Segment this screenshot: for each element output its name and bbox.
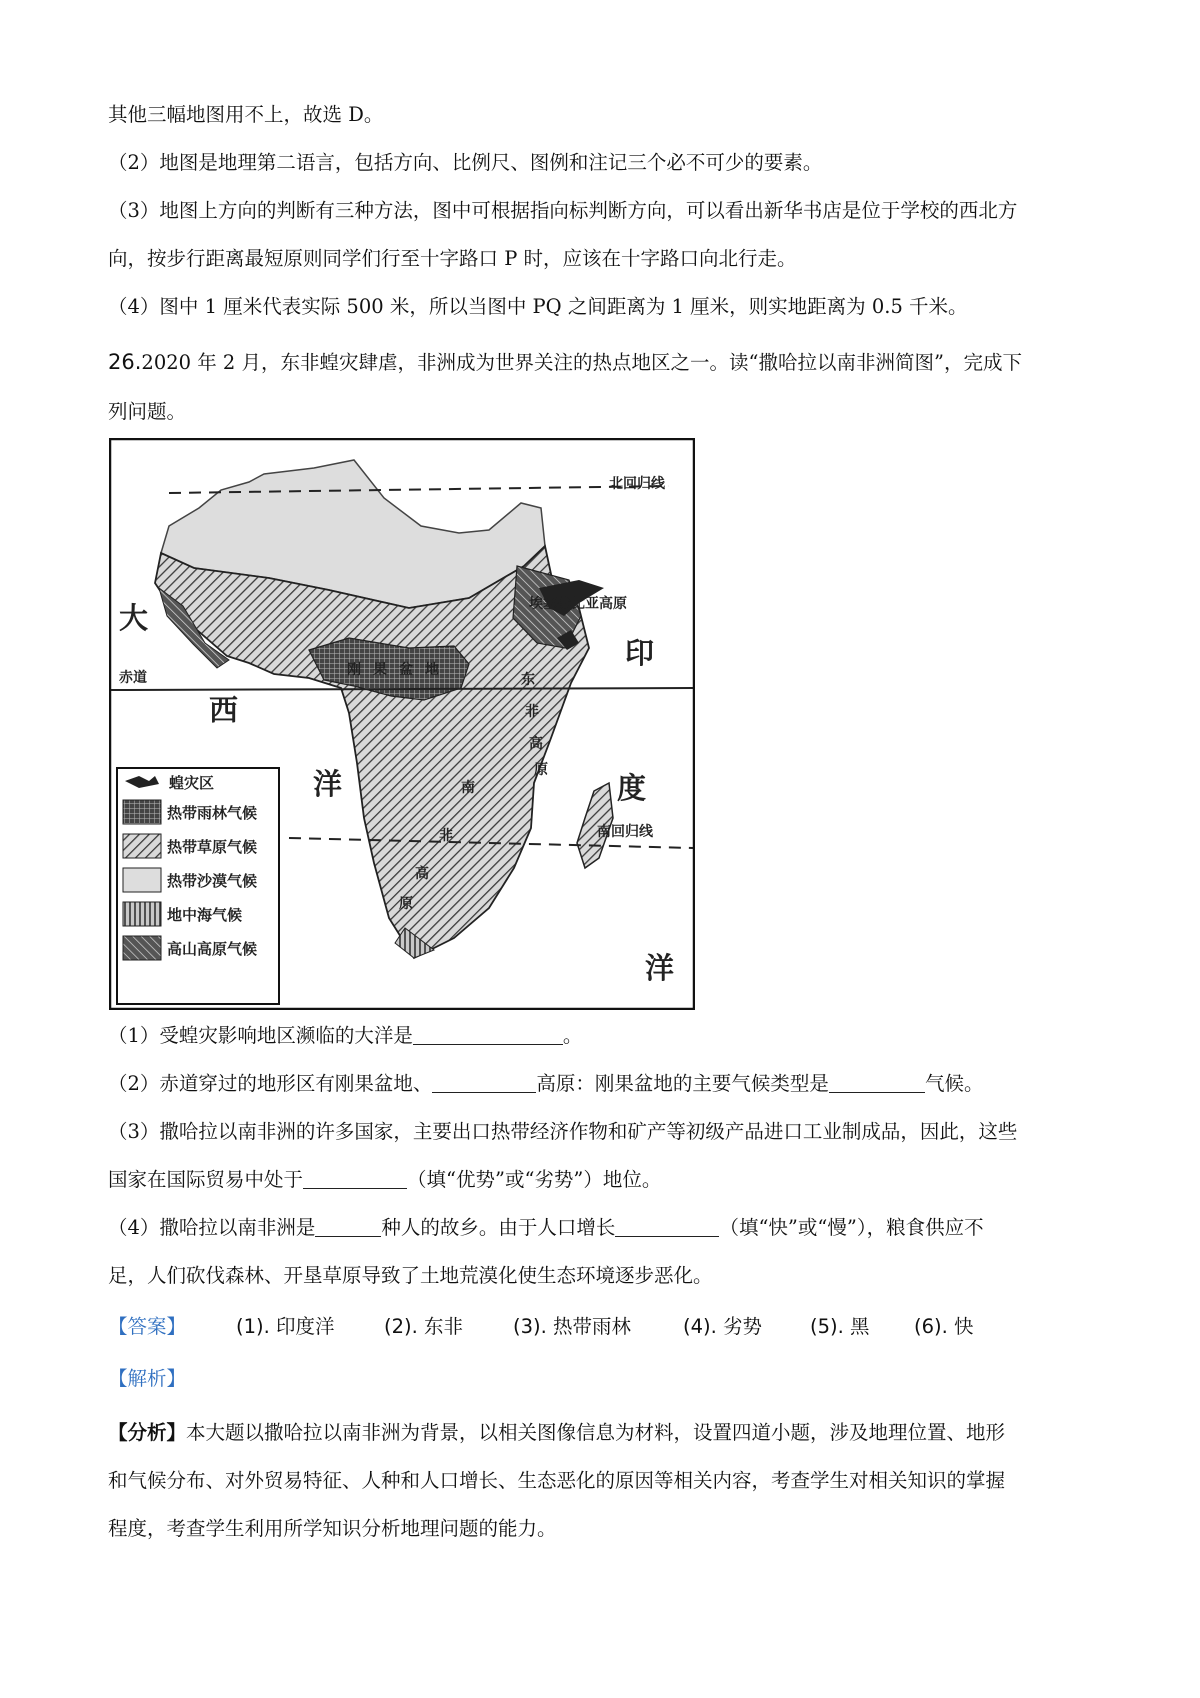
question-stem-text: 2020 年 2 月，东非蝗灾肆虐，非洲成为世界关注的热点地区之一。读“撒哈拉以南非洲简图”，完成下 — [141, 351, 1022, 374]
congo-label-3: 盆 — [399, 662, 413, 678]
subquestion-2 — [108, 1069, 983, 1099]
q2-text-c: 气候。 — [924, 1072, 984, 1095]
indian-label-1: 印 — [625, 636, 655, 670]
analysis-label: 【分析】 — [108, 1421, 187, 1444]
q4-text-a: （4）撒哈拉以南非洲是 — [108, 1216, 316, 1239]
legend-label-mediterranean: 地中海气候 — [167, 906, 243, 924]
south-plateau-label-4: 原 — [399, 896, 413, 912]
legend-label-rainforest: 热带雨林气候 — [167, 804, 258, 822]
prev-answer-line-2: （2）地图是地理第二语言，包括方向、比例尺、图例和注记三个必不可少的要素。 — [108, 151, 823, 174]
atlantic-label-3: 洋 — [313, 767, 343, 801]
legend-swatch-desert — [123, 868, 161, 892]
question-stem-line-2: 列问题。 — [108, 400, 187, 423]
answer-item-4: (4). 劣势 — [683, 1315, 763, 1338]
east-plateau-label-4: 原 — [534, 762, 548, 778]
answer-item-2: (2). 东非 — [384, 1315, 464, 1338]
africa-map — [109, 438, 695, 1010]
subquestion-4-line-2: 足，人们砍伐森林、开垦草原导致了土地荒漠化使生态环境逐步恶化。 — [108, 1264, 713, 1287]
answer-tag: 【答案】 — [108, 1315, 187, 1338]
east-plateau-label-2: 非 — [525, 704, 539, 720]
q1-end: 。 — [562, 1024, 583, 1047]
q3-blank[interactable] — [303, 1168, 407, 1189]
prev-answer-line-4: 向，按步行距离最短原则同学们行至十字路口 P 时，应该在十字路口向北行走。 — [108, 247, 797, 270]
answer-row — [108, 1312, 974, 1342]
tropic-south-label: 南回归线 — [597, 824, 653, 840]
subquestion-4-line-1 — [108, 1213, 984, 1243]
analysis-text-1: 本大题以撒哈拉以南非洲为背景，以相关图像信息为材料，设置四道小题，涉及地理位置、地形 — [186, 1421, 1006, 1444]
q1-text: （1）受蝗灾影响地区濒临的大洋是 — [108, 1024, 413, 1047]
prev-answer-line-5: （4）图中 1 厘米代表实际 500 米，所以当图中 PQ 之间距离为 1 厘米，则实地距离为 0.5 千米。 — [108, 295, 968, 318]
answer-item-3: (3). 热带雨林 — [513, 1315, 632, 1338]
q2-text-b: 高原：刚果盆地的主要气候类型是 — [536, 1072, 829, 1095]
legend-swatch-rainforest — [123, 800, 161, 824]
atlantic-label-1: 大 — [119, 601, 149, 635]
q3-text-b: （填“优势”或“劣势”）地位。 — [407, 1168, 662, 1191]
equator-label: 赤道 — [119, 670, 147, 686]
q2-text-a: （2）赤道穿过的地形区有刚果盆地、 — [108, 1072, 433, 1095]
prev-answer-line-1: 其他三幅地图用不上，故选 D。 — [108, 103, 384, 126]
legend-swatch-mediterranean — [123, 902, 161, 926]
ethiopia-label: 埃塞俄比亚高原 — [529, 596, 627, 612]
analysis-line-2: 和气候分布、对外贸易特征、人种和人口增长、生态恶化的原因等相关内容，考查学生对相关知识的掌握 — [108, 1469, 1006, 1492]
east-plateau-label-1: 东 — [521, 672, 535, 688]
answer-item-1: (1). 印度洋 — [236, 1315, 335, 1338]
answer-item-5: (5). 黑 — [810, 1315, 870, 1338]
subquestion-1 — [108, 1021, 582, 1051]
south-plateau-label-3: 高 — [415, 866, 429, 882]
congo-label-1: 刚 — [347, 662, 361, 678]
q4-blank-1[interactable] — [315, 1216, 381, 1237]
q3-text-a: 国家在国际贸易中处于 — [108, 1168, 304, 1191]
q4-text-b: 种人的故乡。由于人口增长 — [381, 1216, 616, 1239]
tropic-north-label: 北回归线 — [609, 476, 665, 492]
q4-blank-2[interactable] — [615, 1216, 719, 1237]
congo-label-4: 地 — [425, 662, 439, 678]
legend-label-alpine: 高山高原气候 — [167, 940, 258, 958]
answer-item-6: (6). 快 — [914, 1315, 974, 1338]
legend-swatch-alpine — [123, 936, 161, 960]
subquestion-3-line-1: （3）撒哈拉以南非洲的许多国家，主要出口热带经济作物和矿产等初级产品进口工业制成品，因此，这些 — [108, 1120, 1018, 1143]
legend-label-desert: 热带沙漠气候 — [167, 872, 258, 890]
q2-blank-1[interactable] — [432, 1072, 536, 1093]
indian-label-2: 度 — [617, 771, 647, 805]
east-plateau-label-3: 高 — [529, 736, 543, 752]
q4-text-c: （填“快”或“慢”），粮食供应不 — [719, 1216, 984, 1239]
analysis-tag: 【解析】 — [108, 1367, 187, 1390]
analysis-tag-line — [108, 1364, 186, 1394]
south-plateau-label-2: 非 — [439, 828, 453, 844]
indian-label-3: 洋 — [645, 951, 675, 985]
south-plateau-label-1: 南 — [461, 780, 475, 796]
legend-swatch-savanna — [123, 834, 161, 858]
question-number: 26. — [108, 350, 142, 374]
legend-label-savanna: 热带草原气候 — [167, 838, 258, 856]
analysis-line-1 — [108, 1418, 1005, 1448]
q1-blank[interactable] — [413, 1024, 563, 1045]
subquestion-3-line-2 — [108, 1165, 661, 1195]
congo-label-2: 果 — [373, 662, 387, 678]
atlantic-label-2: 西 — [209, 693, 239, 727]
q2-blank-2[interactable] — [829, 1072, 925, 1093]
prev-answer-line-3: （3）地图上方向的判断有三种方法，图中可根据指向标判断方向，可以看出新华书店是位于学校的西北方 — [108, 199, 1018, 222]
legend-label-locust: 蝗灾区 — [169, 774, 215, 792]
analysis-line-3: 程度，考查学生利用所学知识分析地理问题的能力。 — [108, 1517, 557, 1540]
question-stem-line-1 — [108, 347, 1022, 378]
